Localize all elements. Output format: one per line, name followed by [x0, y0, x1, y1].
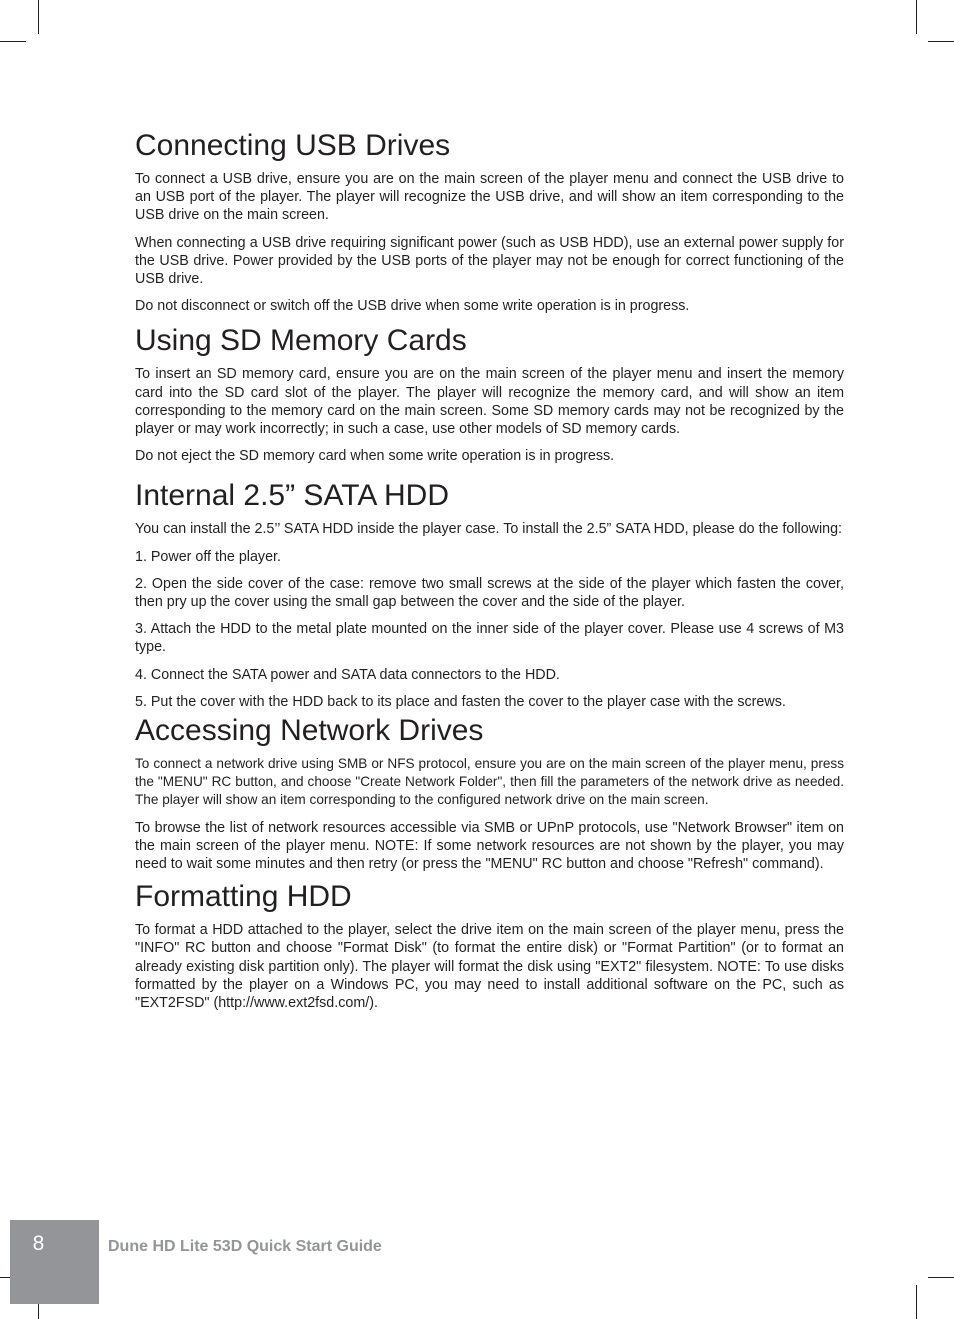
section-heading: Connecting USB Drives [135, 129, 451, 162]
section-formatting-hdd [135, 879, 844, 1012]
list-item: 4. Connect the SATA power and SATA data connectors to the HDD. [135, 666, 560, 683]
crop-mark [38, 0, 39, 34]
page-number-box [10, 1220, 99, 1304]
paragraph: To browse the list of network resources accessible via SMB or UPnP protocols, use "Network Browser" item on the main screen of the player menu. NOTE: If some network resources are not shown by the player, you may need to wait some minutes and then retry (or press the "MENU" RC button and choose "Refresh" command). [135, 819, 844, 873]
crop-mark [0, 41, 26, 42]
list-item: 2. Open the side cover of the case: remove two small screws at the side of the player which fasten the cover, then pry up the cover using the small gap between the cover and the side of the player. [135, 575, 844, 611]
list-item: 3. Attach the HDD to the metal plate mounted on the inner side of the player cover. Please use 4 screws of M3 type. [135, 621, 844, 656]
section-sd-cards [135, 323, 844, 465]
page-content [135, 128, 844, 1026]
crop-mark [916, 0, 917, 34]
crop-mark [916, 1285, 917, 1319]
paragraph: Do not eject the SD memory card when some write operation is in progress. [135, 448, 615, 465]
paragraph: To format a HDD attached to the player, select the drive item on the main screen of the player menu, press the "INFO" RC button and choose "Format Disk" (to format the entire disk) or "Format Partition" (or to format an already existing disk partition only). The player will format the disk using "EXT2" filesystem. NOTE: To use disks formatted by the player on a Windows PC, you may need to install additional software on the PC, such as "EXT2FSD" (http://www.ext2fsd.com/). [135, 922, 844, 1012]
section-network-drives [135, 713, 844, 873]
paragraph: To connect a network drive using SMB or NFS protocol, ensure you are on the main screen of the player menu, press the "MENU" RC button, and choose "Create Network Folder", then fill the parameters of the network drive as needed. The player will show an item corresponding to the configured network drive on the main screen. [135, 756, 844, 808]
paragraph: You can install the 2.5’’ SATA HDD inside the player case. To install the 2.5” SATA HDD, please do the following: [135, 521, 843, 538]
page-number: 8 [32, 1232, 45, 1255]
paragraph: When connecting a USB drive requiring significant power (such as USB HDD), use an external power supply for the USB drive. Power provided by the USB ports of the player may not be enough for correct functioning of the USB drive. [135, 234, 844, 288]
paragraph: Do not disconnect or switch off the USB drive when some write operation is in progress. [135, 298, 690, 315]
list-item: 5. Put the cover with the HDD back to its place and fasten the cover to the player case with the screws. [135, 693, 786, 710]
section-heading: Using SD Memory Cards [135, 324, 467, 358]
section-usb-drives [135, 128, 844, 315]
list-item: 1. Power off the player. [135, 548, 281, 565]
crop-mark [928, 1277, 954, 1278]
section-heading: Internal 2.5” SATA HDD [135, 479, 450, 513]
crop-mark [928, 41, 954, 42]
footer-title: Dune HD Lite 53D Quick Start Guide [108, 1238, 382, 1255]
section-sata-hdd [135, 478, 844, 711]
section-heading: Formatting HDD [135, 880, 352, 914]
paragraph: To connect a USB drive, ensure you are on the main screen of the player menu and connect the USB drive to an USB port of the player. The player will recognize the USB drive, and will show an item corresponding to the USB drive on the main screen. [135, 171, 844, 224]
paragraph: To insert an SD memory card, ensure you are on the main screen of the player menu and insert the memory card into the SD card slot of the player. The player will recognize the memory card, and will show an item corresponding to the memory card on the main screen. Some SD memory cards may not be recognized by the player or may work incorrectly; in such a case, use other models of SD memory cards. [135, 366, 844, 438]
section-heading: Accessing Network Drives [135, 714, 484, 748]
